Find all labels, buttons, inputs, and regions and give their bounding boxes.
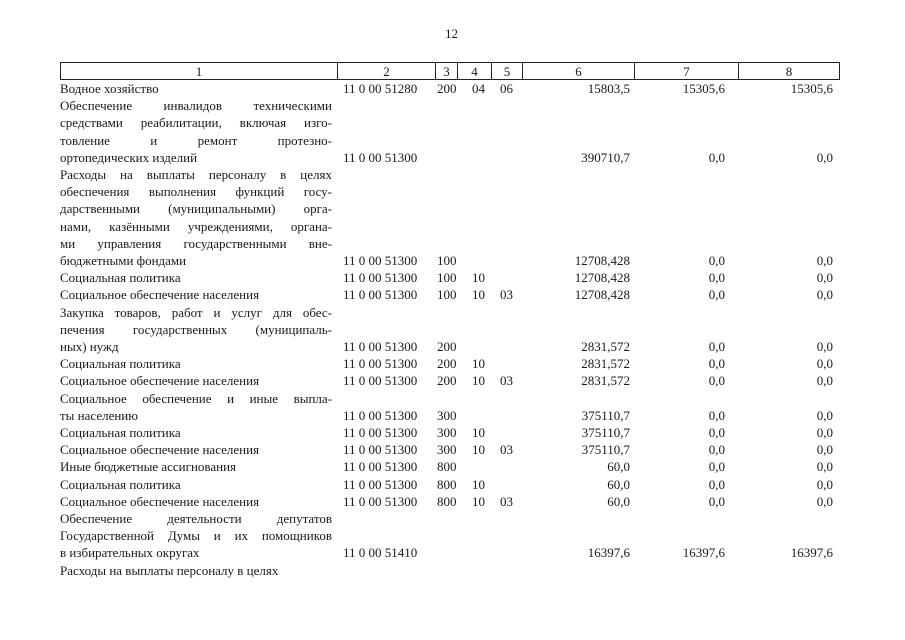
table-row <box>0 219 905 236</box>
table-row <box>0 511 905 528</box>
row-name: Социальное обеспечение населения <box>60 493 260 509</box>
row-name: Социальная политика <box>60 425 181 440</box>
row-amount-col6: 15803,5 <box>587 81 630 96</box>
row-amount-col8: 0,0 <box>816 425 833 440</box>
row-expense-type: 300 <box>437 442 457 458</box>
table-row <box>0 425 905 442</box>
row-name: бюджетными фондами <box>60 253 187 268</box>
row-code: 11 0 00 51300 <box>343 407 418 423</box>
row-amount-col7: 0,0 <box>708 407 725 423</box>
row-amount-col6: 375110,7 <box>581 442 630 458</box>
table-row <box>0 270 905 287</box>
row-expense-type: 800 <box>437 493 457 509</box>
row-name: товление и ремонт протезно- <box>60 132 332 148</box>
table-row <box>0 477 905 494</box>
row-expense-type: 200 <box>437 81 457 96</box>
table-row <box>0 408 905 425</box>
table-row <box>0 322 905 339</box>
table-row <box>0 184 905 201</box>
row-amount-col8: 0,0 <box>816 476 833 492</box>
row-name: Расходы на выплаты персоналу в целях <box>60 562 279 578</box>
row-name: ных) нужд <box>60 339 119 354</box>
table-row <box>0 133 905 150</box>
row-expense-type: 800 <box>437 476 457 492</box>
header-col-4: 4 <box>458 63 492 79</box>
row-name: Расходы на выплаты персоналу в целях <box>60 167 332 182</box>
row-code: 11 0 00 51300 <box>343 425 418 440</box>
row-name: нами, казёнными учреждениями, органа- <box>60 218 332 234</box>
table-row <box>0 150 905 167</box>
row-amount-col7: 0,0 <box>708 253 725 268</box>
row-amount-col7: 0,0 <box>708 149 725 165</box>
row-amount-col6: 2831,572 <box>581 339 630 354</box>
row-amount-col8: 0,0 <box>816 149 833 165</box>
row-amount-col7: 0,0 <box>708 442 725 458</box>
table-row <box>0 115 905 132</box>
row-subsection: 03 <box>500 442 513 458</box>
row-amount-col7: 0,0 <box>708 356 725 372</box>
row-amount-col7: 0,0 <box>708 459 725 475</box>
row-code: 11 0 00 51300 <box>343 442 418 458</box>
row-amount-col6: 12708,428 <box>574 253 630 268</box>
row-amount-col8: 0,0 <box>816 253 833 268</box>
row-expense-type: 100 <box>437 253 457 268</box>
row-section: 10 <box>472 442 485 458</box>
row-amount-col6: 60,0 <box>607 476 630 492</box>
row-name: Социальная политика <box>60 356 181 372</box>
row-name: печения государственных (муниципаль- <box>60 321 332 337</box>
row-code: 11 0 00 51300 <box>343 149 418 165</box>
table-row <box>0 373 905 390</box>
header-col-1: 1 <box>61 63 338 79</box>
table-row <box>0 494 905 511</box>
table-row <box>0 339 905 356</box>
table-row <box>0 528 905 545</box>
row-name: Социальная политика <box>60 270 181 286</box>
row-subsection: 06 <box>500 81 513 96</box>
row-section: 10 <box>472 373 485 389</box>
table-row <box>0 98 905 115</box>
row-subsection: 03 <box>500 493 513 509</box>
row-name: Иные бюджетные ассигнования <box>60 459 237 475</box>
header-col-5: 5 <box>492 63 523 79</box>
table-row <box>0 563 905 580</box>
row-code: 11 0 00 51300 <box>343 493 418 509</box>
row-expense-type: 200 <box>437 339 457 354</box>
row-amount-col8: 0,0 <box>816 459 833 475</box>
row-code: 11 0 00 51410 <box>343 545 418 561</box>
row-name: дарственными (муниципальными) орга- <box>60 201 332 217</box>
row-name: Социальное обеспечение и иные выпла- <box>60 390 332 406</box>
row-code: 11 0 00 51300 <box>343 356 418 372</box>
row-expense-type: 200 <box>437 356 457 372</box>
row-section: 10 <box>472 476 485 492</box>
row-amount-col8: 0,0 <box>816 442 833 458</box>
row-amount-col7: 0,0 <box>708 339 725 354</box>
table-row <box>0 81 905 98</box>
row-amount-col8: 0,0 <box>816 373 833 389</box>
row-expense-type: 800 <box>437 459 457 475</box>
row-name: средствами реабилитации, включая изго- <box>60 115 332 131</box>
header-col-8: 8 <box>785 64 793 79</box>
row-amount-col6: 12708,428 <box>574 287 630 303</box>
table-row <box>0 253 905 270</box>
row-name: Социальное обеспечение населения <box>60 373 260 389</box>
row-name: ты населению <box>60 407 138 423</box>
row-code: 11 0 00 51280 <box>343 81 418 96</box>
row-expense-type: 300 <box>437 425 457 440</box>
row-code: 11 0 00 51300 <box>343 459 418 475</box>
row-section: 10 <box>472 493 485 509</box>
row-amount-col8: 0,0 <box>816 356 833 372</box>
row-name: в избирательных округах <box>60 545 200 561</box>
table-row <box>0 545 905 562</box>
table-row <box>0 442 905 459</box>
row-amount-col6: 16397,6 <box>587 545 630 561</box>
table-row <box>0 287 905 304</box>
table-row <box>0 236 905 253</box>
row-amount-col8: 0,0 <box>816 339 833 354</box>
row-amount-col8: 0,0 <box>816 270 833 286</box>
row-expense-type: 100 <box>437 287 457 303</box>
row-amount-col7: 0,0 <box>708 270 725 286</box>
table-row <box>0 305 905 322</box>
row-name: обеспечения выполнения функций госу- <box>60 184 332 200</box>
row-expense-type: 100 <box>437 270 457 286</box>
row-code: 11 0 00 51300 <box>343 373 418 389</box>
row-name: Социальное обеспечение населения <box>60 442 260 458</box>
row-amount-col6: 2831,572 <box>581 356 630 372</box>
row-amount-col6: 12708,428 <box>574 270 630 286</box>
row-name: Водное хозяйство <box>60 81 159 96</box>
row-amount-col6: 60,0 <box>607 459 630 475</box>
row-amount-col7: 15305,6 <box>682 81 725 96</box>
row-amount-col6: 390710,7 <box>581 149 630 165</box>
row-amount-col7: 0,0 <box>708 287 725 303</box>
row-amount-col7: 0,0 <box>708 493 725 509</box>
page-number: 12 <box>445 26 458 41</box>
row-amount-col7: 0,0 <box>708 425 725 440</box>
row-amount-col8: 0,0 <box>816 287 833 303</box>
row-amount-col7: 0,0 <box>708 476 725 492</box>
header-col-3: 3 <box>436 63 458 79</box>
row-code: 11 0 00 51300 <box>343 253 418 268</box>
row-amount-col8: 0,0 <box>816 493 833 509</box>
row-name: Обеспечение инвалидов техническими <box>60 98 332 114</box>
row-code: 11 0 00 51300 <box>343 270 418 286</box>
row-section: 10 <box>472 356 485 372</box>
row-amount-col8: 15305,6 <box>790 81 833 96</box>
table-header <box>60 62 840 80</box>
row-expense-type: 200 <box>437 373 457 389</box>
row-code: 11 0 00 51300 <box>343 476 418 492</box>
row-amount-col6: 60,0 <box>607 493 630 509</box>
row-amount-col6: 375110,7 <box>581 425 630 440</box>
table-row <box>0 201 905 218</box>
row-expense-type: 300 <box>437 407 457 423</box>
header-col-2: 2 <box>338 63 436 79</box>
header-col-7: 7 <box>635 63 739 79</box>
row-name: Государственной Думы и их помощников <box>60 528 332 544</box>
row-amount-col7: 16397,6 <box>682 545 725 561</box>
row-subsection: 03 <box>500 287 513 303</box>
row-section: 04 <box>472 81 485 96</box>
table-row <box>0 391 905 408</box>
row-amount-col6: 375110,7 <box>581 407 630 423</box>
table-row <box>0 356 905 373</box>
row-name: ми управления государственными вне- <box>60 235 332 251</box>
row-section: 10 <box>472 287 485 303</box>
header-col-6: 6 <box>523 63 635 79</box>
row-section: 10 <box>472 270 485 286</box>
row-amount-col8: 16397,6 <box>790 545 833 561</box>
table-row <box>0 167 905 184</box>
row-code: 11 0 00 51300 <box>343 287 418 303</box>
row-name: Обеспечение деятельности депутатов <box>60 511 332 526</box>
row-subsection: 03 <box>500 373 513 389</box>
row-name: Социальное обеспечение населения <box>60 287 260 303</box>
row-name: Закупка товаров, работ и услуг для обес- <box>60 304 332 320</box>
row-name: ортопедических изделий <box>60 149 198 165</box>
row-name: Социальная политика <box>60 476 181 492</box>
row-section: 10 <box>472 425 485 440</box>
row-amount-col6: 2831,572 <box>581 373 630 389</box>
table-row <box>0 459 905 476</box>
row-amount-col7: 0,0 <box>708 373 725 389</box>
row-code: 11 0 00 51300 <box>343 339 418 354</box>
row-amount-col8: 0,0 <box>816 407 833 423</box>
